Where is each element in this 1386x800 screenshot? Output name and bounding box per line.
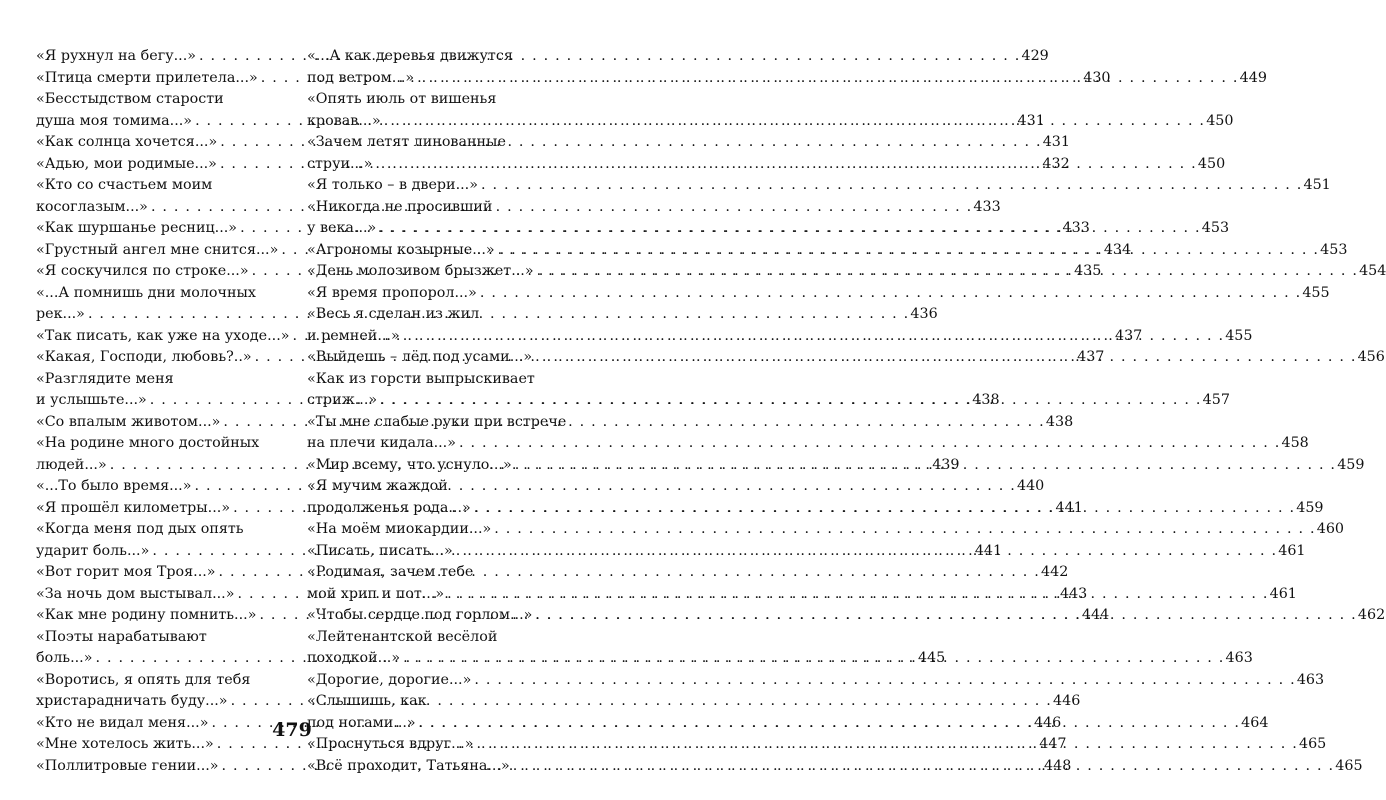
dot-leader	[532, 347, 1357, 369]
toc-entry-title: «Как мне родину помнить...»	[36, 607, 257, 623]
toc-entry-title: «Поэты нарабатывают	[36, 628, 207, 645]
toc-entry-title: мой хрип и пот...»	[307, 585, 445, 602]
toc-entry-title: «Со впалым животом...»	[36, 413, 221, 430]
toc-entry-title: «Выйдешь – лёд под усами...»	[307, 349, 533, 365]
toc-entry-title: «Агрономы козырные...»	[307, 241, 495, 258]
dot-leader	[381, 111, 1206, 133]
toc-entry-page: 465	[1335, 757, 1363, 774]
toc-entry-page: 446	[1033, 714, 1062, 731]
toc-entry-title: под ветром...»	[307, 69, 415, 86]
toc-entry-title: «Весь я сделан из жил	[307, 306, 480, 322]
toc-entry-line	[307, 175, 1331, 197]
dot-leader	[444, 584, 1269, 606]
toc-entry-page: 444	[1081, 607, 1110, 623]
dot-leader	[473, 734, 1298, 756]
toc-entry-page: 446	[1053, 693, 1081, 709]
toc-entry-line	[307, 132, 552, 154]
toc-entry-line	[307, 197, 552, 219]
toc-entry-page: 449	[1239, 69, 1267, 86]
dot-leader	[478, 175, 1303, 197]
toc-entry-title: «Разглядите меня	[36, 370, 174, 387]
toc-entry-page: 457	[1202, 392, 1230, 408]
toc-entry-title: «Дорогие, дорогие...»	[307, 671, 472, 688]
toc-entry-title: «Вот горит моя Троя...»	[36, 564, 216, 580]
toc-entry-page: 433	[973, 198, 1001, 215]
toc-entry-page: 445	[917, 650, 946, 666]
dot-leader	[477, 283, 1302, 305]
toc-entry-page: 440	[1016, 478, 1045, 494]
dot-leader	[510, 756, 1335, 778]
toc-entry-title: «Родимая, зачем тебе	[307, 564, 474, 580]
toc-entry-line	[307, 670, 1325, 692]
toc-entry-page: 436	[910, 306, 938, 322]
dot-leader	[148, 197, 973, 219]
dot-leader	[512, 455, 1337, 477]
toc-entry-page: 442	[1041, 564, 1069, 580]
toc-entry	[307, 175, 1331, 197]
toc-entry-title: «Мне хотелось жить...»	[36, 736, 214, 752]
toc-entry-title: «Воротись, я опять для тебя	[36, 671, 251, 688]
toc-entry-line	[36, 433, 281, 455]
toc-entry-title: «Я соскучился по строке...»	[36, 263, 249, 279]
dot-leader	[532, 605, 1357, 627]
toc-entry-title: «...А как деревья движутся	[307, 48, 513, 64]
toc-entry-title: «Никогда не просивший	[307, 198, 493, 215]
toc-entry-title: «Кто не видал меня...»	[36, 714, 209, 731]
dot-leader	[400, 648, 1225, 670]
toc-entry-title: «Я мучим жаждой	[307, 478, 448, 494]
toc-entry-page: 433	[1062, 220, 1090, 236]
toc-entry-title: «Как из горсти выпрыскивает	[307, 370, 535, 387]
toc-entry-line	[36, 627, 281, 649]
toc-entry-page: 456	[1357, 349, 1385, 365]
toc-entry-page: 458	[1281, 435, 1309, 451]
toc-entry-line	[307, 283, 1330, 305]
toc-entry-page: 437	[1114, 327, 1143, 344]
toc-entry-title: христарадничать буду...»	[36, 693, 228, 709]
toc-entry-title: «Грустный ангел мне снится...»	[36, 241, 279, 258]
dot-leader	[534, 261, 1359, 283]
toc-entry-title: стриж...»	[307, 392, 378, 408]
toc-entry-line	[307, 476, 552, 498]
toc-entry-page: 465	[1298, 736, 1327, 752]
toc-entry-title: и ремней...»	[307, 327, 400, 344]
dot-leader	[471, 670, 1296, 692]
dot-leader	[471, 498, 1296, 520]
toc-entry-line	[36, 283, 281, 305]
toc-entry-title: ударит боль...»	[36, 542, 150, 559]
dot-leader	[456, 433, 1281, 455]
toc-entry-title: «Как шуршанье ресниц...»	[36, 220, 238, 236]
toc-entry-title: «Я рухнул на бегу...»	[36, 48, 196, 64]
toc-entry-title: «На моём миокардии...»	[307, 521, 492, 537]
toc-entry-page: 435	[1074, 263, 1102, 279]
toc-entry-page: 439	[932, 456, 960, 473]
toc-entry-line	[36, 670, 281, 692]
toc-entry-line	[307, 369, 552, 391]
toc-entry-page: 431	[1042, 134, 1070, 150]
toc-entry-title: «День молозивом брызжет...»	[307, 263, 534, 279]
toc-entry-title: «Птица смерти прилетела...»	[36, 69, 258, 86]
toc-entry	[307, 670, 1325, 692]
toc-entry-title: «Проснуться вдруг...»	[307, 736, 474, 752]
toc-entry-page: 441	[1055, 499, 1083, 516]
toc-entry-page: 463	[1296, 671, 1325, 688]
toc-entry-page: 450	[1206, 112, 1234, 129]
dot-leader	[495, 240, 1320, 262]
toc-entry-page: 431	[1017, 112, 1045, 129]
toc-entry-title: «Ты мне слабые руки при встрече	[307, 413, 567, 430]
toc-entry-title: «Я только – в двери...»	[307, 177, 478, 193]
dot-leader	[491, 519, 1316, 541]
toc-entry-page: 441	[974, 542, 1003, 559]
toc-entry-page: 451	[1303, 177, 1331, 193]
toc-entry-title: «Кто со счастьем моим	[36, 177, 213, 193]
toc-entry-title: «Лейтенантской весёлой	[307, 628, 498, 645]
toc-entry-title: продолженья рода...»	[307, 499, 471, 516]
toc-entry-title: «Какая, Господи, любовь?..»	[36, 349, 252, 365]
toc-entry-title: «Всё проходит, Татьяна...»	[307, 757, 510, 774]
toc-entry-page: 438	[972, 392, 1000, 408]
toc-entry-line	[307, 627, 552, 649]
toc-entry-page: 454	[1359, 263, 1386, 279]
toc-entry-line	[307, 89, 552, 111]
toc-entry-page: 448	[1044, 757, 1072, 774]
toc-entry-line	[307, 304, 552, 326]
toc-entry-page: 460	[1316, 521, 1345, 537]
toc-entry-title: «Как солнца хочется...»	[36, 134, 218, 150]
dot-leader	[400, 326, 1225, 348]
toc-entry-line	[36, 175, 281, 197]
toc-entry-page: 461	[1269, 585, 1297, 602]
toc-entry-page: 432	[1042, 155, 1070, 172]
toc-entry-line	[307, 562, 552, 584]
toc-entry-title: «Зачем летят линованные	[307, 134, 506, 150]
toc-entry-title: «...А помнишь дни молочных	[36, 284, 256, 301]
toc-entry-title: рек...»	[36, 306, 85, 322]
toc-entry-title: кровав...»	[307, 112, 381, 129]
dot-leader	[376, 218, 1201, 240]
toc-entry-page: 434	[1103, 241, 1132, 258]
toc-entry-title: «Адью, мои родимые...»	[36, 155, 217, 172]
toc-entry-page: 443	[1059, 585, 1088, 602]
toc-entry-page: 459	[1337, 456, 1365, 473]
toc-entry-title: походкой...»	[307, 650, 401, 666]
toc-entry-page: 453	[1320, 241, 1348, 258]
toc-entry-page: 461	[1278, 542, 1306, 559]
toc-entry-line	[36, 519, 281, 541]
toc-entry-title: и услышьте...»	[36, 392, 147, 408]
toc-entry-title: душа моя томима...»	[36, 112, 193, 129]
toc-entry-page: 438	[1045, 413, 1074, 430]
toc-entry-title: «Когда меня под дых опять	[36, 521, 244, 537]
toc-entry-page: 463	[1225, 650, 1253, 666]
toc-entry-line	[307, 46, 552, 68]
toc-entry-title: «Я прошёл километры...»	[36, 499, 231, 516]
toc-entry-title: косоглазым...»	[36, 198, 148, 215]
toc-entry	[307, 519, 1345, 541]
toc-entry-line	[307, 519, 1345, 541]
toc-entry-line	[307, 691, 552, 713]
toc-entry-title: людей...»	[36, 456, 107, 473]
dot-leader	[372, 154, 1197, 176]
toc-entry-title: «Слышишь, как	[307, 693, 427, 709]
toc-entry-page: 455	[1225, 327, 1253, 344]
toc-entry-title: у века...»	[307, 220, 377, 236]
dot-leader	[453, 541, 1278, 563]
toc-entry-page: 455	[1302, 284, 1330, 301]
toc-entry-title: «Так писать, как уже на уходе...»	[36, 327, 290, 344]
toc-entry-page: 447	[1039, 736, 1067, 752]
toc-entry-title: «Бесстыдством старости	[36, 91, 224, 107]
toc-entry-title: «Я время пропорол...»	[307, 284, 477, 301]
page-number: 479	[272, 719, 312, 741]
toc-entry-line	[307, 412, 567, 434]
toc-entry-title: «На родине много достойных	[36, 435, 260, 451]
toc-entry-page: 464	[1241, 714, 1269, 731]
toc-entry-line	[307, 433, 1309, 455]
toc-entry-title: «Мир всему, что уснуло...»	[307, 456, 512, 473]
toc-entry-page: 437	[1077, 349, 1105, 365]
toc-entry-page: 450	[1197, 155, 1226, 172]
toc-entry-title: боль...»	[36, 650, 93, 666]
toc-entry-title: «Опять июль от вишенья	[307, 91, 497, 107]
toc-entry-title: «Поллитровые гении...»	[36, 757, 219, 774]
toc-entry-line	[36, 369, 281, 391]
dot-leader	[377, 390, 1202, 412]
toc-entry-title: на плечи кидала...»	[307, 435, 456, 451]
toc-entry-page: 430	[1083, 69, 1111, 86]
toc-entry-page: 429	[1021, 48, 1049, 64]
toc-entry-title: струи...»	[307, 155, 373, 172]
toc-entry	[307, 283, 1330, 305]
toc-entry-page: 453	[1201, 220, 1230, 236]
toc-entry-title: под ногами...»	[307, 714, 416, 731]
toc-entry-title: «За ночь дом выстывал...»	[36, 585, 235, 602]
toc-entry-title: «...То было время...»	[36, 478, 192, 494]
toc-entry-page: 459	[1296, 499, 1324, 516]
toc-entry-line	[36, 89, 281, 111]
toc-entry-page: 462	[1357, 607, 1386, 623]
toc-entry-title: «Писать, писать...»	[307, 542, 453, 559]
toc-entry-title: «Чтобы сердце под горлом...»	[307, 607, 533, 623]
dot-leader	[414, 68, 1239, 90]
